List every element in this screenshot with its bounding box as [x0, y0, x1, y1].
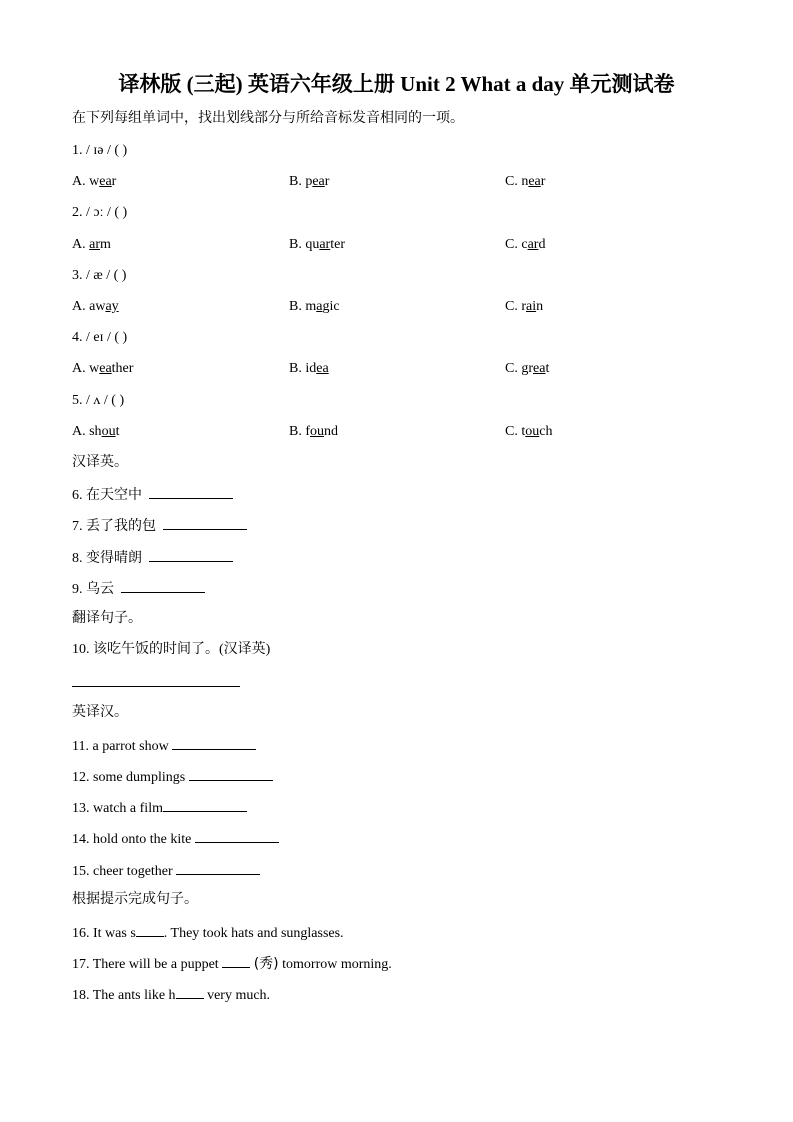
option-2a: A. arm — [72, 237, 111, 252]
question-1: 1. / ɪə / ( ) — [72, 143, 128, 158]
option-4b: B. idea — [289, 361, 329, 376]
section-heading-cn-to-en: 汉译英。 — [72, 454, 128, 470]
question-12: 12. some dumplings — [72, 766, 273, 787]
question-10: 10. 该吃午饭的时间了。(汉译英) — [72, 641, 271, 657]
answer-blank[interactable] — [121, 578, 205, 593]
answer-blank[interactable] — [189, 766, 273, 781]
option-5a: A. shout — [72, 424, 120, 439]
question-6: 6. 在天空中 — [72, 484, 233, 505]
option-2b: B. quarter — [289, 237, 345, 252]
answer-blank[interactable] — [195, 828, 279, 843]
question-11: 11. a parrot show — [72, 735, 256, 756]
question-16: 16. It was s . They took hats and sunglasses. — [72, 922, 344, 943]
option-4c: C. great — [505, 361, 550, 376]
question-17: 17. There will be a puppet (秀) tomorrow morning. — [72, 953, 392, 974]
question-2: 2. / ɔː / ( ) — [72, 205, 128, 220]
answer-line-10[interactable] — [72, 686, 240, 687]
question-8: 8. 变得晴朗 — [72, 547, 233, 568]
answer-blank[interactable] — [222, 953, 250, 968]
section-heading-complete: 根据提示完成句子。 — [72, 891, 198, 907]
section-heading-en-to-cn: 英译汉。 — [72, 704, 128, 720]
answer-blank[interactable] — [176, 860, 260, 875]
answer-blank[interactable] — [172, 735, 256, 750]
answer-blank[interactable] — [163, 515, 247, 530]
question-4: 4. / eɪ / ( ) — [72, 330, 128, 345]
answer-blank[interactable] — [163, 797, 247, 812]
option-4a: A. weather — [72, 361, 134, 376]
question-5: 5. / ʌ / ( ) — [72, 393, 125, 408]
option-3c: C. rain — [505, 299, 544, 314]
question-3: 3. / æ / ( ) — [72, 268, 127, 283]
question-15: 15. cheer together — [72, 860, 260, 881]
option-5b: B. found — [289, 424, 338, 439]
question-7: 7. 丢了我的包 — [72, 515, 247, 536]
answer-blank[interactable] — [176, 984, 204, 999]
answer-blank[interactable] — [136, 922, 164, 937]
section-heading-sentences: 翻译句子。 — [72, 610, 142, 626]
option-2c: C. card — [505, 237, 546, 252]
section-heading-phonics: 在下列每组单词中，找出划线部分与所给音标发音相同的一项。 — [72, 110, 464, 126]
option-3b: B. magic — [289, 299, 340, 314]
question-13: 13. watch a film — [72, 797, 247, 818]
option-3a: A. away — [72, 299, 119, 314]
option-5c: C. touch — [505, 424, 553, 439]
option-1c: C. near — [505, 174, 546, 189]
option-1a: A. wear — [72, 174, 117, 189]
answer-blank[interactable] — [149, 547, 233, 562]
answer-blank[interactable] — [149, 484, 233, 499]
question-9: 9. 乌云 — [72, 578, 205, 599]
question-14: 14. hold onto the kite — [72, 828, 279, 849]
option-1b: B. pear — [289, 174, 330, 189]
page-title: 译林版 (三起) 英语六年级上册 Unit 2 What a day 单元测试卷 — [118, 72, 675, 96]
question-18: 18. The ants like h very much. — [72, 984, 270, 1005]
